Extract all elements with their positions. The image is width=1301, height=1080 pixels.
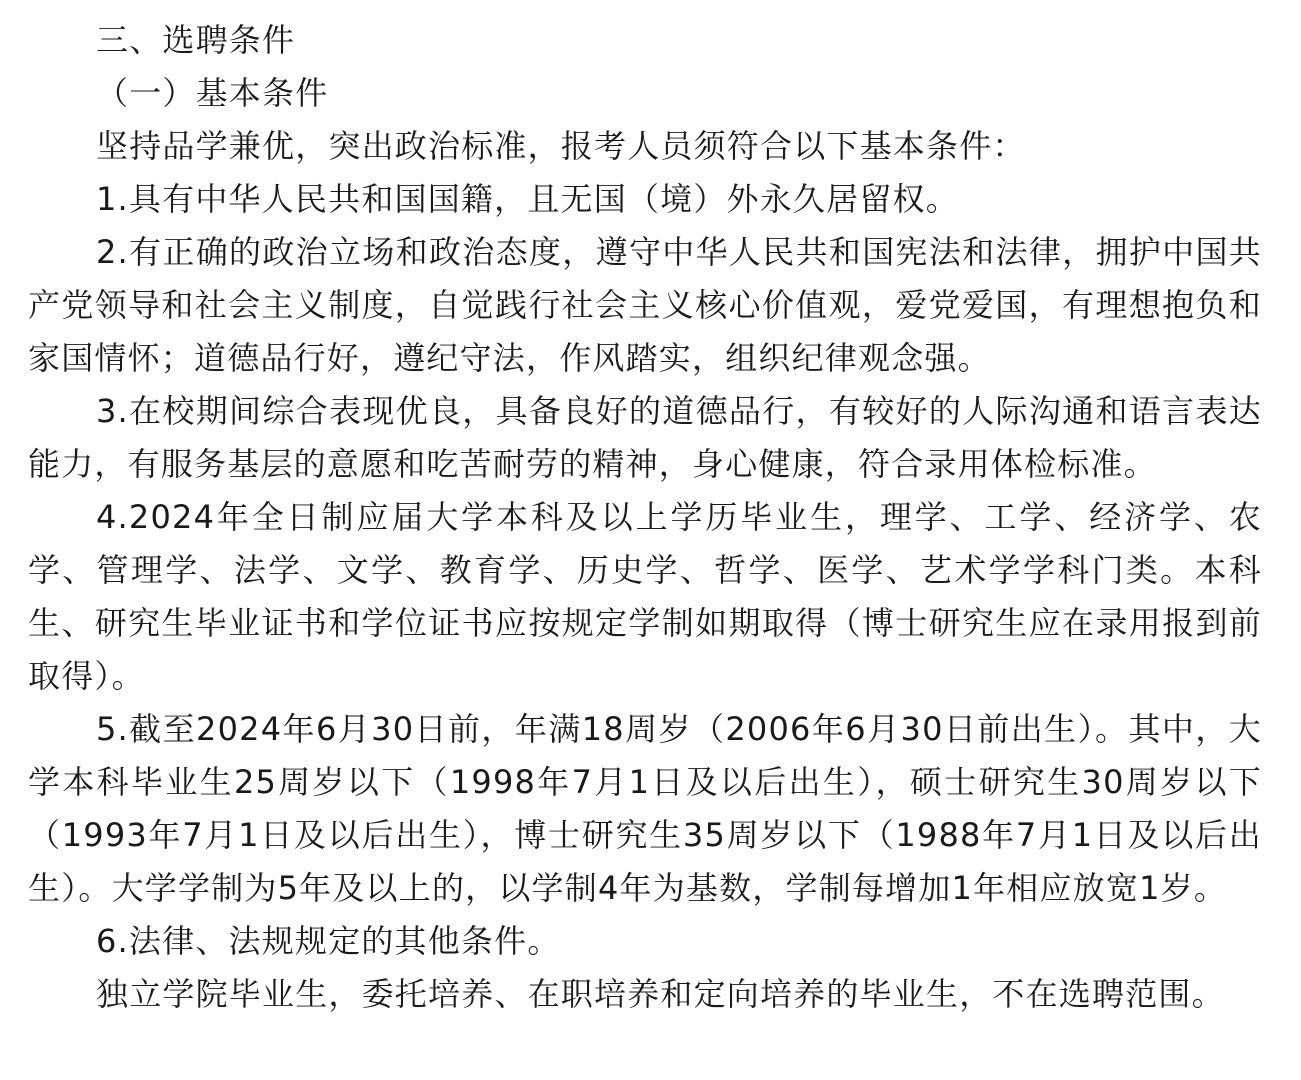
condition-item-1: 1.具有中华人民共和国国籍，且无国（境）外永久居留权。 xyxy=(96,180,959,218)
subsection-title: （一）基本条件 xyxy=(96,74,329,112)
closing-paragraph: 独立学院毕业生，委托培养、在职培养和定向培养的毕业生，不在选聘范围。 xyxy=(96,975,1225,1013)
condition-item-2: 2.有正确的政治立场和政治态度，遵守中华人民共和国宪法和法律，拥护中国共产党领导和社会主义制度，自觉践行社会主义核心价值观，爱党爱国，有理想抱负和家国情怀；道德品行好，遵纪守法，作风踏实，组织纪律观念强。 xyxy=(28,233,1262,377)
condition-item-3: 3.在校期间综合表现优良，具备良好的道德品行，有较好的人际沟通和语言表达能力，有服务基层的意愿和吃苦耐劳的精神，身心健康，符合录用体检标准。 xyxy=(28,392,1262,483)
intro-paragraph: 坚持品学兼优，突出政治标准，报考人员须符合以下基本条件： xyxy=(96,127,1026,165)
section-title: 三、选聘条件 xyxy=(96,21,296,59)
document-body xyxy=(28,14,1262,1021)
condition-item-6: 6.法律、法规规定的其他条件。 xyxy=(96,922,561,960)
condition-item-5: 5.截至2024年6月30日前，年满18周岁（2006年6月30日前出生）。其中，大学本科毕业生25周岁以下（1998年7月1日及以后出生），硕士研究生30周岁以下（1993年7月1日及以后出生），博士研究生35周岁以下（1988年7月1日及以后出生）。大学学制为5年及以上的，以学制4年为基数，学制每增加1年相应放宽1岁。 xyxy=(28,710,1262,907)
condition-item-4: 4.2024年全日制应届大学本科及以上学历毕业生，理学、工学、经济学、农学、管理学、法学、文学、教育学、历史学、哲学、医学、艺术学学科门类。本科生、研究生毕业证书和学位证书应按规定学制如期取得（博士研究生应在录用报到前取得）。 xyxy=(28,498,1262,695)
